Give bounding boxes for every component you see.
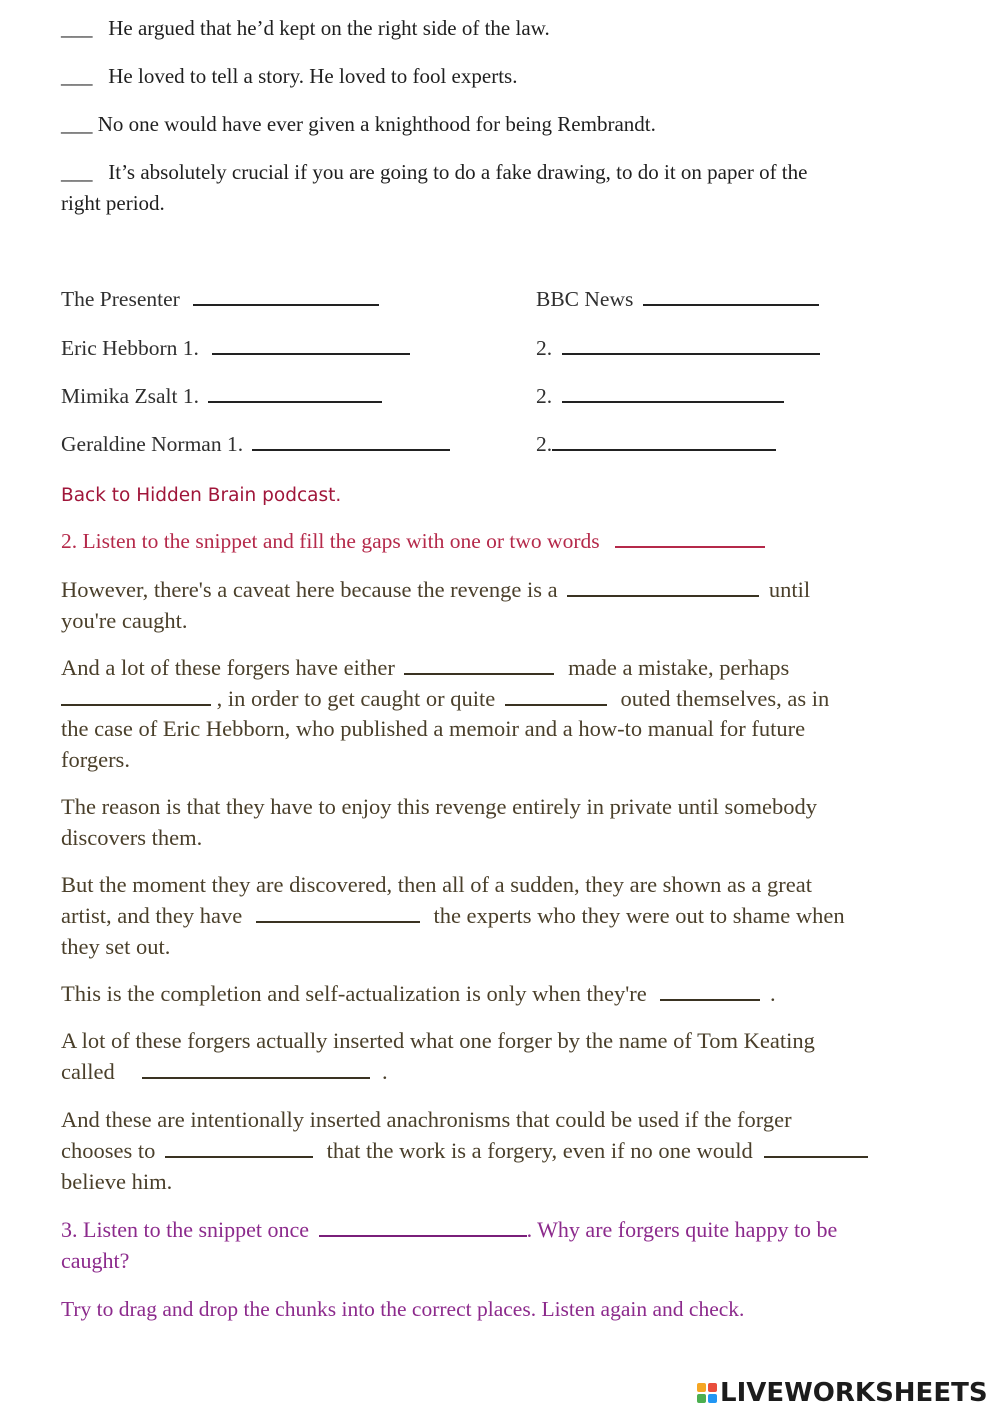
speaker-hebborn-2: [536, 333, 820, 364]
item-number: 2.: [536, 336, 553, 360]
gap-experts[interactable]: [256, 901, 420, 923]
task3-drop-zone[interactable]: [319, 1215, 527, 1237]
speaker-label: Geraldine Norman 1.: [61, 432, 244, 456]
task2-paragraph-3: The reason is that they have to enjoy this revenge entirely in private until somebody: [61, 794, 818, 819]
speaker-zsalt: [61, 381, 382, 412]
gap-either[interactable]: [404, 653, 554, 675]
task2-paragraph-7-line2: [61, 1135, 868, 1166]
liveworksheets-logo: [697, 1378, 988, 1408]
statement-text: He loved to tell a story. He loved to fool experts.: [108, 64, 518, 88]
task2-paragraph-6-line2: [61, 1056, 388, 1087]
gap-perhaps[interactable]: [61, 684, 211, 706]
speaker-label: Mimika Zsalt 1.: [61, 384, 199, 408]
gap-only-when[interactable]: [660, 979, 760, 1001]
statement-2: [61, 61, 517, 92]
paragraph-text: This is the completion and self-actualization is only when they're: [61, 981, 647, 1006]
zsalt-drop-zone-2[interactable]: [562, 381, 784, 403]
task3-question: [61, 1214, 837, 1245]
task2-paragraph-4-line2: [61, 900, 845, 931]
paragraph-text: .: [381, 1059, 388, 1084]
task2-paragraph-4: But the moment they are discovered, then all of a sudden, they are shown as a great: [61, 872, 813, 897]
logo-square: [697, 1383, 706, 1392]
paragraph-text: made a mistake, perhaps: [568, 655, 790, 680]
gap-called[interactable]: [142, 1057, 370, 1079]
paragraph-text: , in order to get caught or quite: [216, 686, 496, 711]
paragraph-text: chooses to: [61, 1138, 156, 1163]
back-to-podcast-link[interactable]: Back to Hidden Brain podcast.: [61, 485, 342, 506]
speaker-norman-2: [536, 429, 776, 460]
answer-blank[interactable]: ___: [61, 64, 93, 88]
gap-chooses-to[interactable]: [165, 1136, 313, 1158]
paragraph-text: artist, and they have: [61, 903, 243, 928]
paragraph-text: And a lot of these forgers have either: [61, 655, 395, 680]
task2-paragraph-3-cont: discovers them.: [61, 825, 203, 850]
gap-revenge[interactable]: [567, 575, 759, 597]
presenter-drop-zone[interactable]: [193, 284, 379, 306]
statement-4-cont: right period.: [61, 191, 165, 215]
task2-title: [61, 526, 765, 557]
task2-paragraph-1-cont: you're caught.: [61, 608, 188, 633]
answer-blank[interactable]: ___: [61, 160, 93, 184]
statement-text: It’s absolutely crucial if you are going to do a fake drawing, to do it on paper of the: [108, 160, 808, 184]
answer-blank[interactable]: ___: [61, 112, 93, 136]
task2-paragraph-2: [61, 652, 789, 683]
speaker-label: The Presenter: [61, 287, 180, 311]
gap-quite[interactable]: [505, 684, 607, 706]
task2-paragraph-6: A lot of these forgers actually inserted what one forger by the name of Tom Keating: [61, 1028, 815, 1053]
speaker-presenter: [61, 284, 379, 315]
task2-title-drop-zone[interactable]: [615, 526, 765, 548]
logo-square: [708, 1394, 717, 1403]
zsalt-drop-zone-1[interactable]: [208, 381, 382, 403]
norman-drop-zone-2[interactable]: [552, 429, 776, 451]
task3-instruction: Try to drag and drop the chunks into the correct places. Listen again and check.: [61, 1297, 745, 1321]
logo-square: [697, 1394, 706, 1403]
statement-text: He argued that he’d kept on the right side of the law.: [108, 16, 550, 40]
task2-paragraph-7: And these are intentionally inserted anachronisms that could be used if the forger: [61, 1107, 792, 1132]
task2-paragraph-2-line2: [61, 683, 829, 714]
task2-title-text: 2. Listen to the snippet and fill the gaps with one or two words: [61, 529, 600, 553]
statement-3: [61, 109, 656, 140]
item-number: 2.: [536, 384, 553, 408]
statement-4: [61, 157, 807, 188]
hebborn-drop-zone-2[interactable]: [562, 333, 820, 355]
paragraph-text: outed themselves, as in: [620, 686, 830, 711]
gap-no-one-would[interactable]: [764, 1136, 868, 1158]
task2-paragraph-2-line4: forgers.: [61, 747, 130, 772]
task2-paragraph-1: [61, 574, 810, 605]
task2-paragraph-5: [61, 978, 776, 1009]
logo-square: [708, 1383, 717, 1392]
speaker-bbc: [536, 284, 819, 315]
task3-question-cont: caught?: [61, 1248, 130, 1273]
task2-paragraph-2-line3: the case of Eric Hebborn, who published a memoir and a how-to manual for future: [61, 716, 806, 741]
speaker-norman: [61, 429, 450, 460]
hebborn-drop-zone-1[interactable]: [212, 333, 410, 355]
speaker-zsalt-2: [536, 381, 784, 412]
bbc-drop-zone[interactable]: [643, 284, 819, 306]
task3-text: . Why are forgers quite happy to be: [526, 1217, 838, 1242]
item-number: 2.: [536, 432, 553, 456]
norman-drop-zone-1[interactable]: [252, 429, 450, 451]
speaker-hebborn: [61, 333, 410, 364]
task3-text: 3. Listen to the snippet once: [61, 1217, 310, 1242]
paragraph-text: However, there's a caveat here because the revenge is a: [61, 577, 558, 602]
paragraph-text: .: [770, 981, 776, 1006]
statement-1: [61, 13, 550, 44]
statement-text: No one would have ever given a knighthood for being Rembrandt.: [97, 112, 656, 136]
paragraph-text: the experts who they were out to shame when: [433, 903, 845, 928]
paragraph-text: called: [61, 1059, 115, 1084]
answer-blank[interactable]: ___: [61, 16, 93, 40]
paragraph-text: that the work is a forgery, even if no one would: [326, 1138, 753, 1163]
logo-text: LIVEWORKSHEETS: [720, 1378, 988, 1408]
speaker-label: BBC News: [536, 287, 634, 311]
task2-paragraph-7-line3: believe him.: [61, 1169, 173, 1194]
task2-paragraph-4-line3: they set out.: [61, 934, 171, 959]
liveworksheets-logo-icon: [697, 1383, 717, 1403]
paragraph-text: until: [768, 577, 811, 602]
speaker-label: Eric Hebborn 1.: [61, 336, 199, 360]
